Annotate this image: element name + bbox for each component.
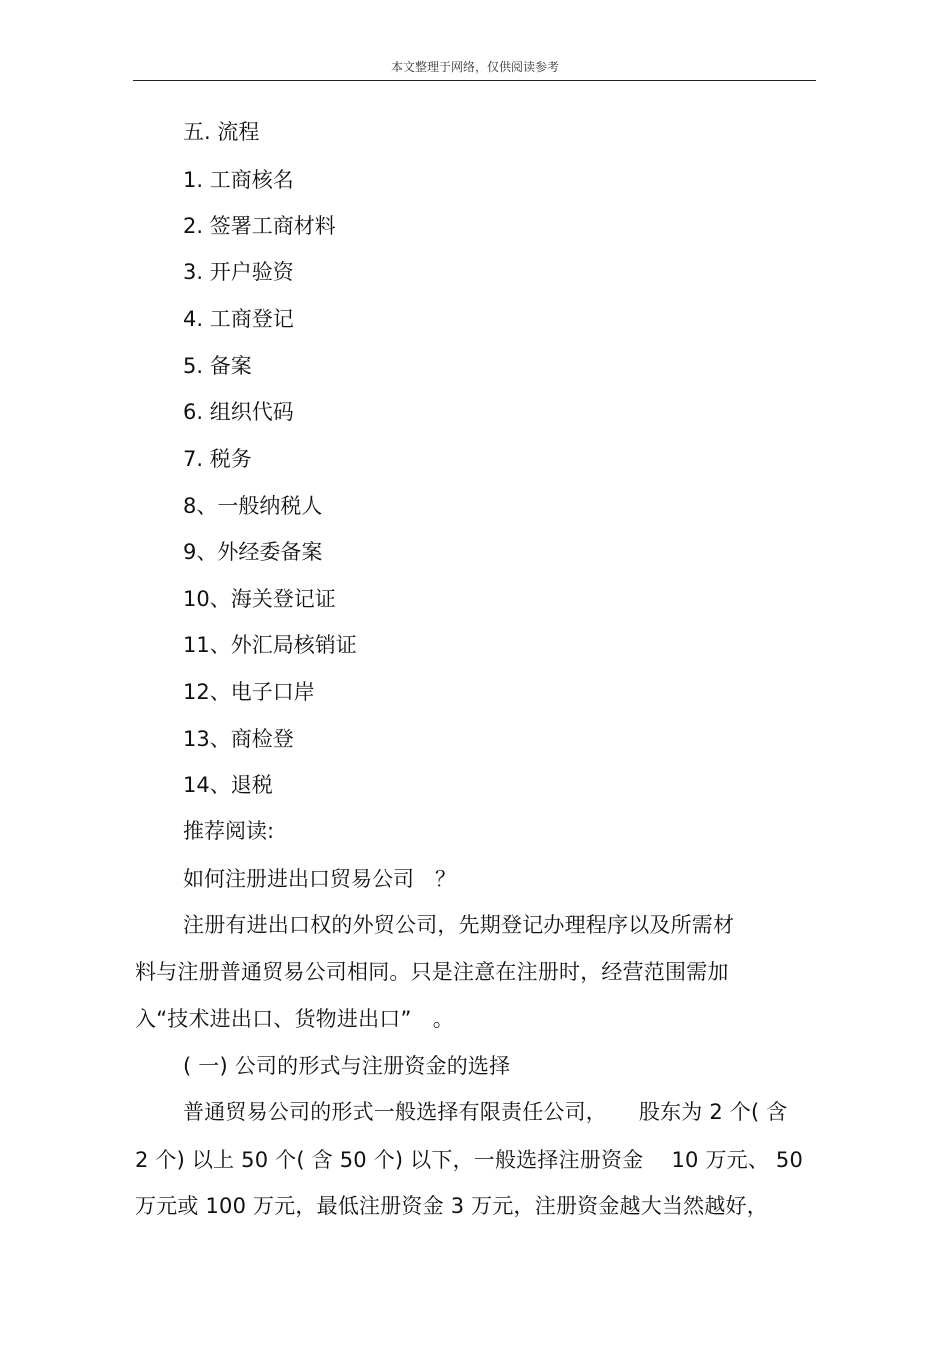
step-item: 12、电子口岸	[183, 680, 315, 704]
step-item: 3. 开户验资	[183, 260, 294, 284]
step-item: 8、一般纳税人	[183, 494, 323, 518]
paragraph-line: 料与注册普通贸易公司相同。只是注意在注册时，经营范围需加	[135, 960, 729, 984]
recommend-question: 如何注册进出口贸易公司 ？	[183, 867, 456, 891]
step-item: 1. 工商核名	[183, 168, 294, 192]
step-item: 4. 工商登记	[183, 307, 294, 331]
paragraph-line: 普通贸易公司的形式一般选择有限责任公司， 股东为 2 个( 含	[183, 1100, 788, 1124]
step-item: 10、海关登记证	[183, 587, 336, 611]
subheading: ( 一) 公司的形式与注册资金的选择	[183, 1054, 511, 1078]
header-text: 本文整理于网络，仅供阅读参考	[390, 60, 559, 74]
step-item: 13、商检登	[183, 727, 294, 751]
step-item: 11、外汇局核销证	[183, 633, 357, 657]
step-item: 6. 组织代码	[183, 400, 294, 424]
step-item: 2. 签署工商材料	[183, 214, 336, 238]
step-item: 5. 备案	[183, 354, 252, 378]
step-item: 9、外经委备案	[183, 540, 323, 564]
paragraph-line: 2 个) 以上 50 个( 含 50 个) 以下，一般选择注册资金 10 万元、 50	[135, 1148, 804, 1172]
step-item: 7. 税务	[183, 447, 252, 471]
step-item: 14、退税	[183, 773, 273, 797]
paragraph-line: 万元或 100 万元，最低注册资金 3 万元，注册资金越大当然越好，	[135, 1194, 768, 1218]
header-divider	[133, 80, 816, 81]
recommend-label: 推荐阅读:	[183, 819, 275, 843]
paragraph-line: 注册有进出口权的外贸公司，先期登记办理程序以及所需材	[183, 913, 735, 937]
section-title: 五. 流程	[183, 120, 260, 144]
paragraph-line: 入“技术进出口、货物进出口” 。	[135, 1007, 454, 1031]
